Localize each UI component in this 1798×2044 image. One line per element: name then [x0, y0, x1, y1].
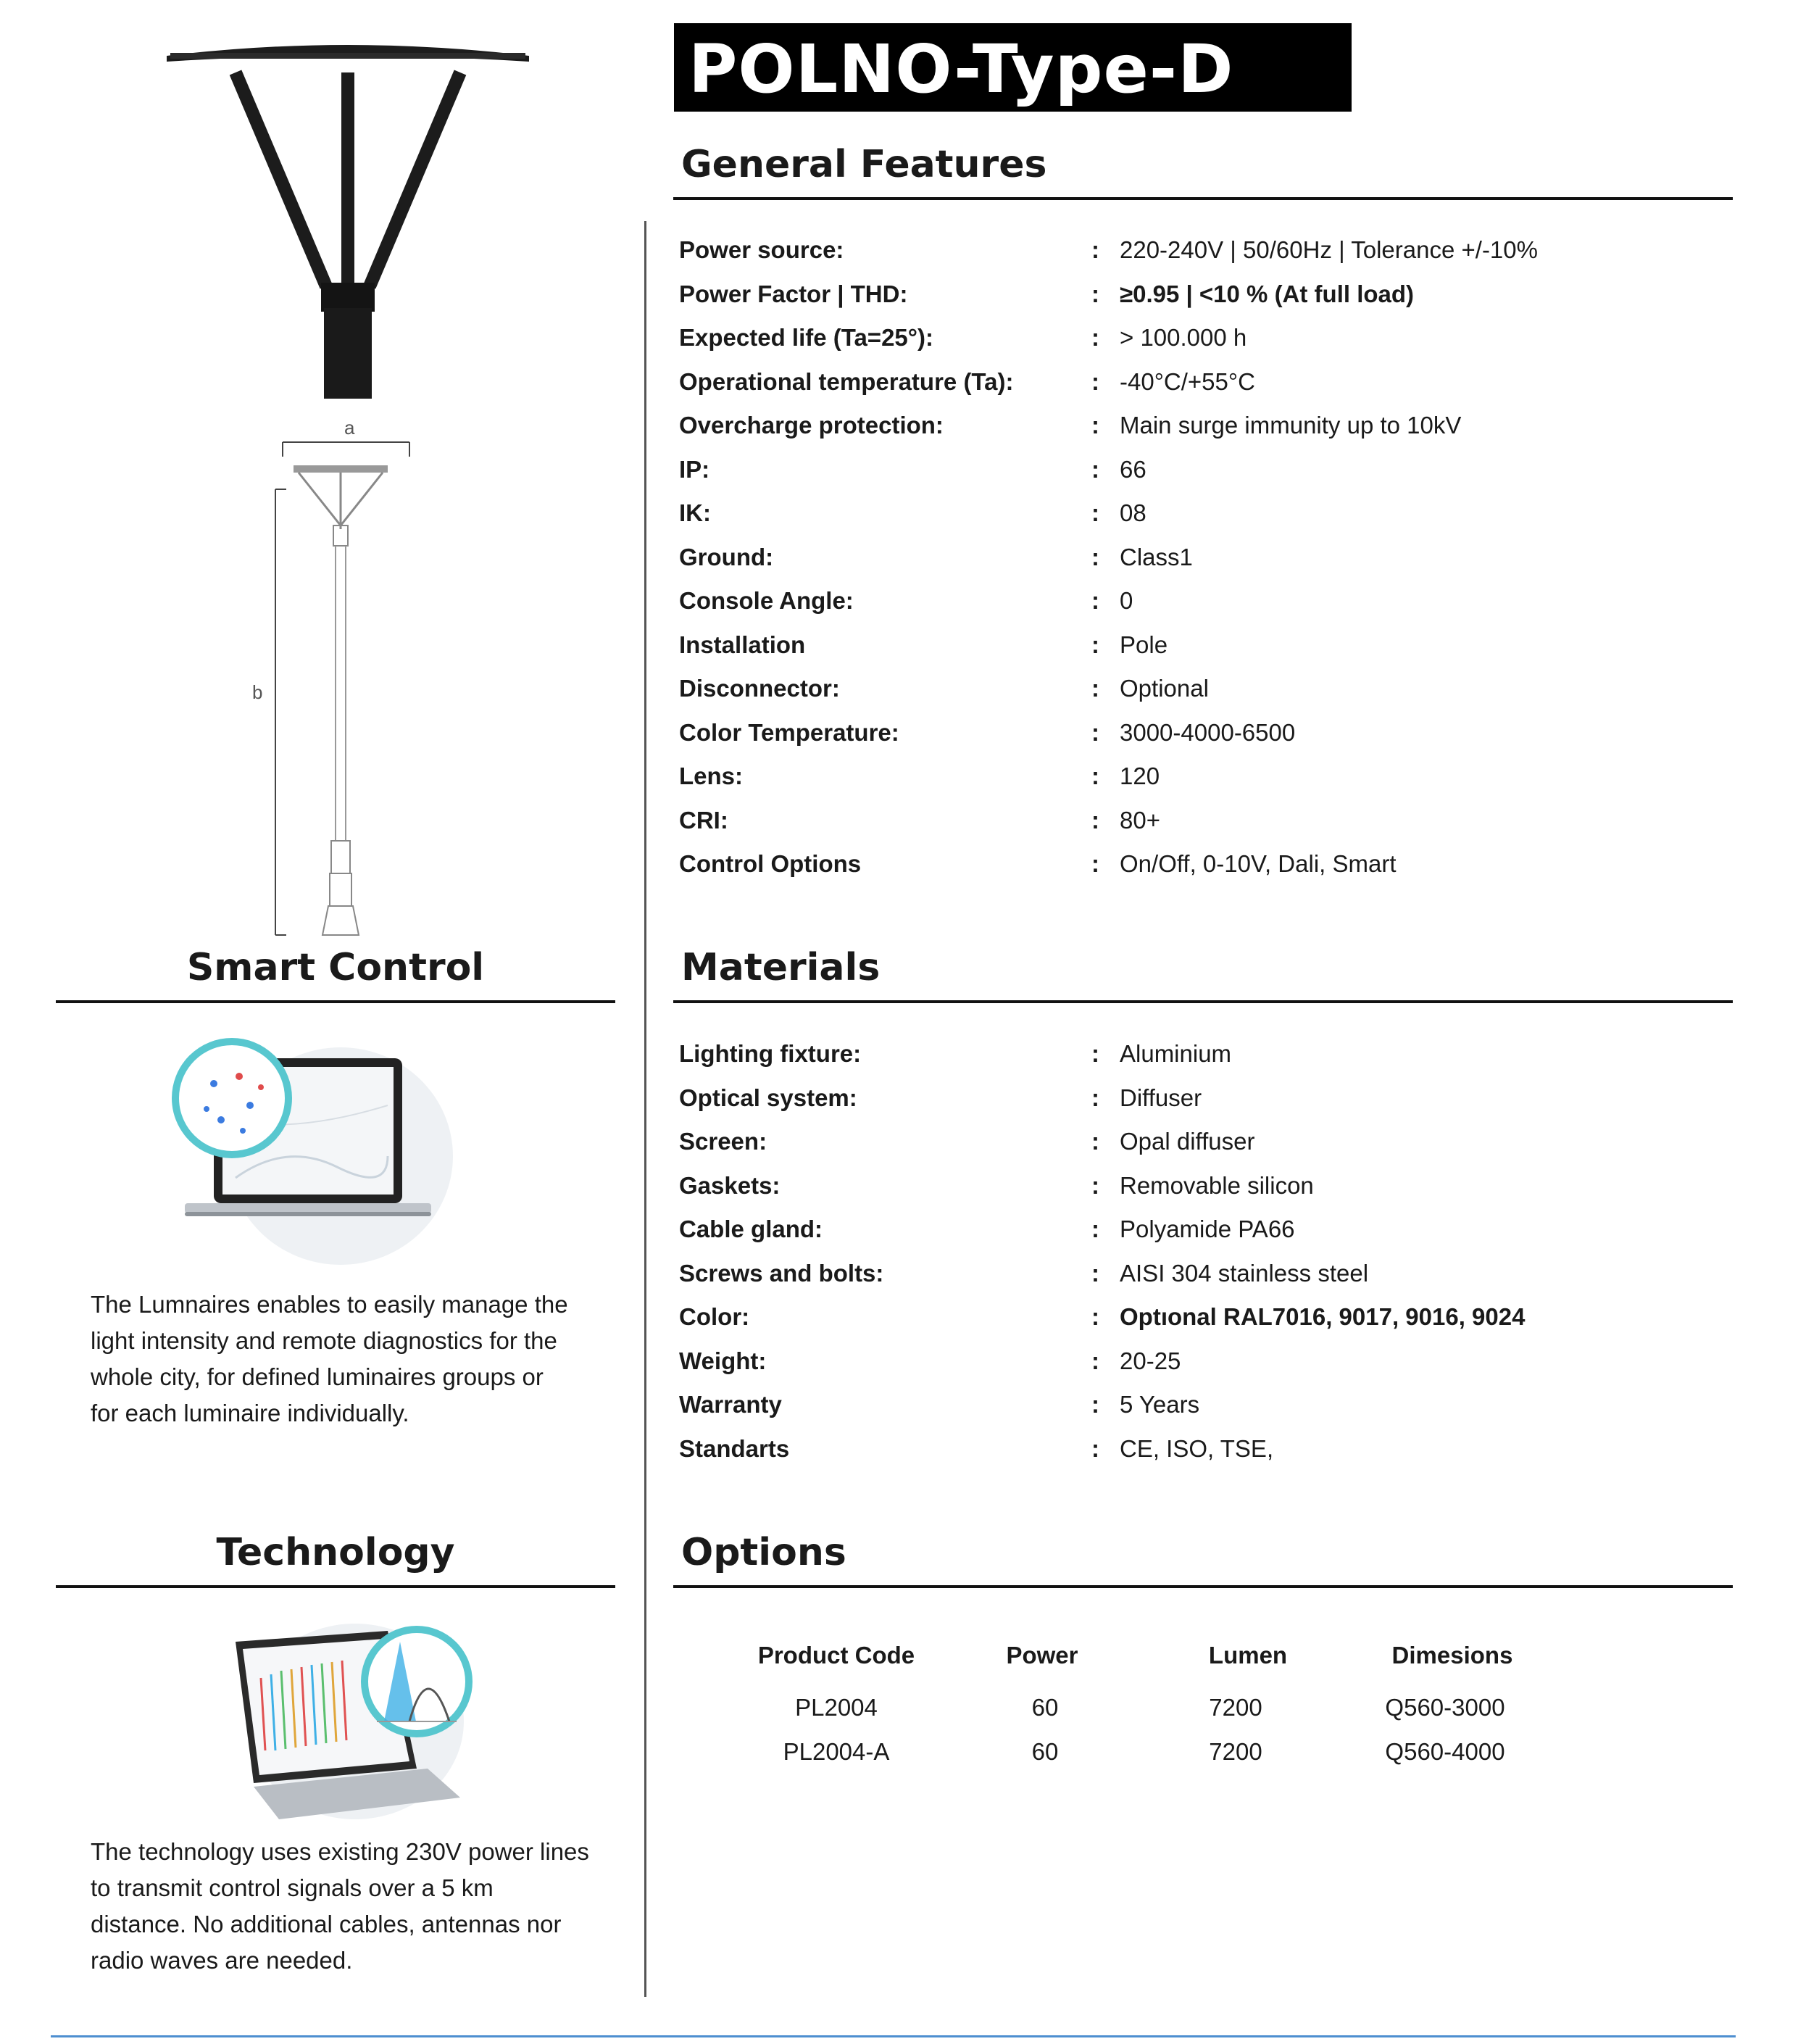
- smart-control-heading: Smart Control: [186, 946, 485, 989]
- spec-separator: :: [1091, 412, 1099, 439]
- spec-separator: :: [1091, 1171, 1099, 1199]
- smart-control-line: whole city, for defined luminaires groups or: [91, 1363, 544, 1390]
- spec-label: Disconnector:: [679, 675, 840, 702]
- spec-separator: :: [1091, 1391, 1099, 1418]
- spec-separator: :: [1091, 324, 1099, 351]
- options-heading: Options: [681, 1531, 846, 1574]
- options-column-header: Product Code: [757, 1642, 915, 1669]
- spec-value: > 100.000 h: [1120, 324, 1247, 351]
- options-table-cell: 7200: [1209, 1694, 1262, 1721]
- dimension-label-b: b: [252, 681, 263, 703]
- options-table-cell: 60: [1031, 1738, 1059, 1765]
- options-table-cell: 60: [1031, 1694, 1059, 1721]
- spec-label: Color Temperature:: [679, 718, 899, 746]
- spec-value: 66: [1120, 455, 1146, 483]
- smart-control-rule: [56, 1000, 615, 1003]
- spec-label: CRI:: [679, 806, 728, 834]
- spec-value: 0: [1120, 587, 1133, 614]
- spec-label: IK:: [679, 499, 711, 526]
- spec-separator: :: [1091, 1084, 1099, 1111]
- spec-label: Screen:: [679, 1128, 767, 1155]
- spec-label: Operational temperature (Ta):: [679, 367, 1014, 395]
- materials-rule: [673, 1000, 1733, 1003]
- spec-value: Class1: [1120, 543, 1193, 570]
- spec-label: Lens:: [679, 763, 744, 789]
- materials-heading: Materials: [681, 946, 881, 989]
- smart-control-description: [91, 1287, 612, 1432]
- spec-label: Power source:: [679, 236, 844, 263]
- spec-label: Warranty: [679, 1391, 782, 1418]
- spec-value: 20-25: [1120, 1347, 1181, 1374]
- technology-laptop-image: [210, 1613, 493, 1823]
- spec-label: Gaskets:: [679, 1171, 781, 1199]
- technology-description: [91, 1834, 612, 1979]
- spec-separator: :: [1091, 1434, 1099, 1462]
- options-rule: [673, 1585, 1733, 1588]
- spec-label: Screws and bolts:: [679, 1259, 884, 1287]
- spec-separator: :: [1091, 718, 1099, 746]
- spec-separator: :: [1091, 236, 1099, 263]
- spec-separator: :: [1091, 1128, 1099, 1155]
- options-table-cell: Q560-4000: [1385, 1738, 1505, 1765]
- spec-separator: :: [1091, 543, 1099, 570]
- spec-value: ≥0.95 | <10 % (At full load): [1120, 280, 1415, 307]
- lamp-head-image: [163, 40, 533, 402]
- spec-value: 3000-4000-6500: [1120, 718, 1296, 746]
- spec-label: Overcharge protection:: [679, 412, 944, 439]
- spec-label: Console Angle:: [679, 587, 854, 614]
- options-table-cell: PL2004: [795, 1694, 878, 1721]
- spec-label: Power Factor | THD:: [679, 280, 908, 307]
- options-column-header: Lumen: [1208, 1642, 1288, 1669]
- spec-value: Diffuser: [1120, 1084, 1202, 1111]
- spec-value: 220-240V | 50/60Hz | Tolerance +/-10%: [1120, 236, 1538, 263]
- spec-value: CE, ISO, TSE,: [1120, 1434, 1274, 1462]
- technology-line: to transmit control signals over a 5 km: [91, 1874, 494, 1901]
- spec-value: Opal diffuser: [1120, 1128, 1255, 1155]
- options-table-cell: Q560-3000: [1385, 1694, 1505, 1721]
- smart-control-line: The Lumnaires enables to easily manage the: [91, 1291, 568, 1318]
- technology-rule: [56, 1585, 615, 1588]
- spec-separator: :: [1091, 1216, 1099, 1242]
- spec-label: Standarts: [679, 1434, 790, 1462]
- spec-value: Polyamide PA66: [1120, 1216, 1295, 1242]
- pole-dimension-drawing: [239, 413, 420, 942]
- spec-value: Main surge immunity up to 10kV: [1120, 412, 1462, 439]
- spec-label: Optical system:: [679, 1084, 857, 1111]
- spec-label: Cable gland:: [679, 1216, 823, 1242]
- dimension-label-a: a: [344, 417, 355, 439]
- spec-separator: :: [1091, 280, 1099, 307]
- spec-label: Color:: [679, 1303, 750, 1330]
- spec-value: On/Off, 0-10V, Dali, Smart: [1120, 850, 1397, 877]
- spec-separator: :: [1091, 763, 1099, 789]
- spec-label: Ground:: [679, 543, 774, 570]
- spec-value: Optional: [1120, 675, 1209, 702]
- options-column-header: Dimesions: [1391, 1642, 1513, 1669]
- spec-value: Removable silicon: [1120, 1171, 1314, 1199]
- general-features-heading: General Features: [681, 143, 1047, 186]
- technology-line: The technology uses existing 230V power lines: [91, 1838, 589, 1865]
- spec-value: AISI 304 stainless steel: [1120, 1259, 1369, 1287]
- spec-separator: :: [1091, 1303, 1099, 1330]
- spec-separator: :: [1091, 1259, 1099, 1287]
- spec-label: Control Options: [679, 850, 862, 877]
- column-divider: [644, 221, 646, 1997]
- spec-separator: :: [1091, 587, 1099, 614]
- spec-value: Aluminium: [1120, 1040, 1232, 1067]
- options-column-header: Power: [1006, 1642, 1078, 1669]
- spec-value: 80+: [1120, 806, 1160, 834]
- general-features-rule: [673, 197, 1733, 200]
- smart-control-line: light intensity and remote diagnostics for the: [91, 1327, 557, 1354]
- spec-separator: :: [1091, 455, 1099, 483]
- technology-line: radio waves are needed.: [91, 1947, 353, 1974]
- spec-value: Pole: [1120, 631, 1168, 658]
- spec-value: 08: [1120, 499, 1146, 526]
- spec-separator: :: [1091, 1347, 1099, 1374]
- spec-separator: :: [1091, 850, 1099, 877]
- spec-label: IP:: [679, 455, 710, 483]
- spec-label: Installation: [679, 631, 806, 658]
- spec-label: Weight:: [679, 1347, 767, 1374]
- spec-separator: :: [1091, 806, 1099, 834]
- spec-value: 120: [1120, 763, 1160, 789]
- spec-value: -40°C/+55°C: [1120, 367, 1255, 395]
- spec-value: Optıonal RAL7016, 9017, 9016, 9024: [1120, 1303, 1526, 1330]
- smart-control-laptop-image: [170, 1033, 467, 1268]
- spec-separator: :: [1091, 499, 1099, 526]
- options-table-cell: PL2004-A: [783, 1738, 890, 1765]
- spec-value: 5 Years: [1120, 1391, 1200, 1418]
- spec-separator: :: [1091, 367, 1099, 395]
- smart-control-line: for each luminaire individually.: [91, 1400, 409, 1426]
- spec-label: Lighting fixture:: [679, 1040, 862, 1067]
- spec-separator: :: [1091, 631, 1099, 658]
- technology-heading: Technology: [216, 1531, 455, 1574]
- technology-line: distance. No additional cables, antennas nor: [91, 1911, 562, 1937]
- spec-separator: :: [1091, 675, 1099, 702]
- spec-label: Expected life (Ta=25°):: [679, 324, 933, 351]
- product-title: POLNO-Type-D: [688, 30, 1234, 108]
- spec-separator: :: [1091, 1040, 1099, 1067]
- footer-accent-line: [51, 2035, 1736, 2037]
- options-table-cell: 7200: [1209, 1738, 1262, 1765]
